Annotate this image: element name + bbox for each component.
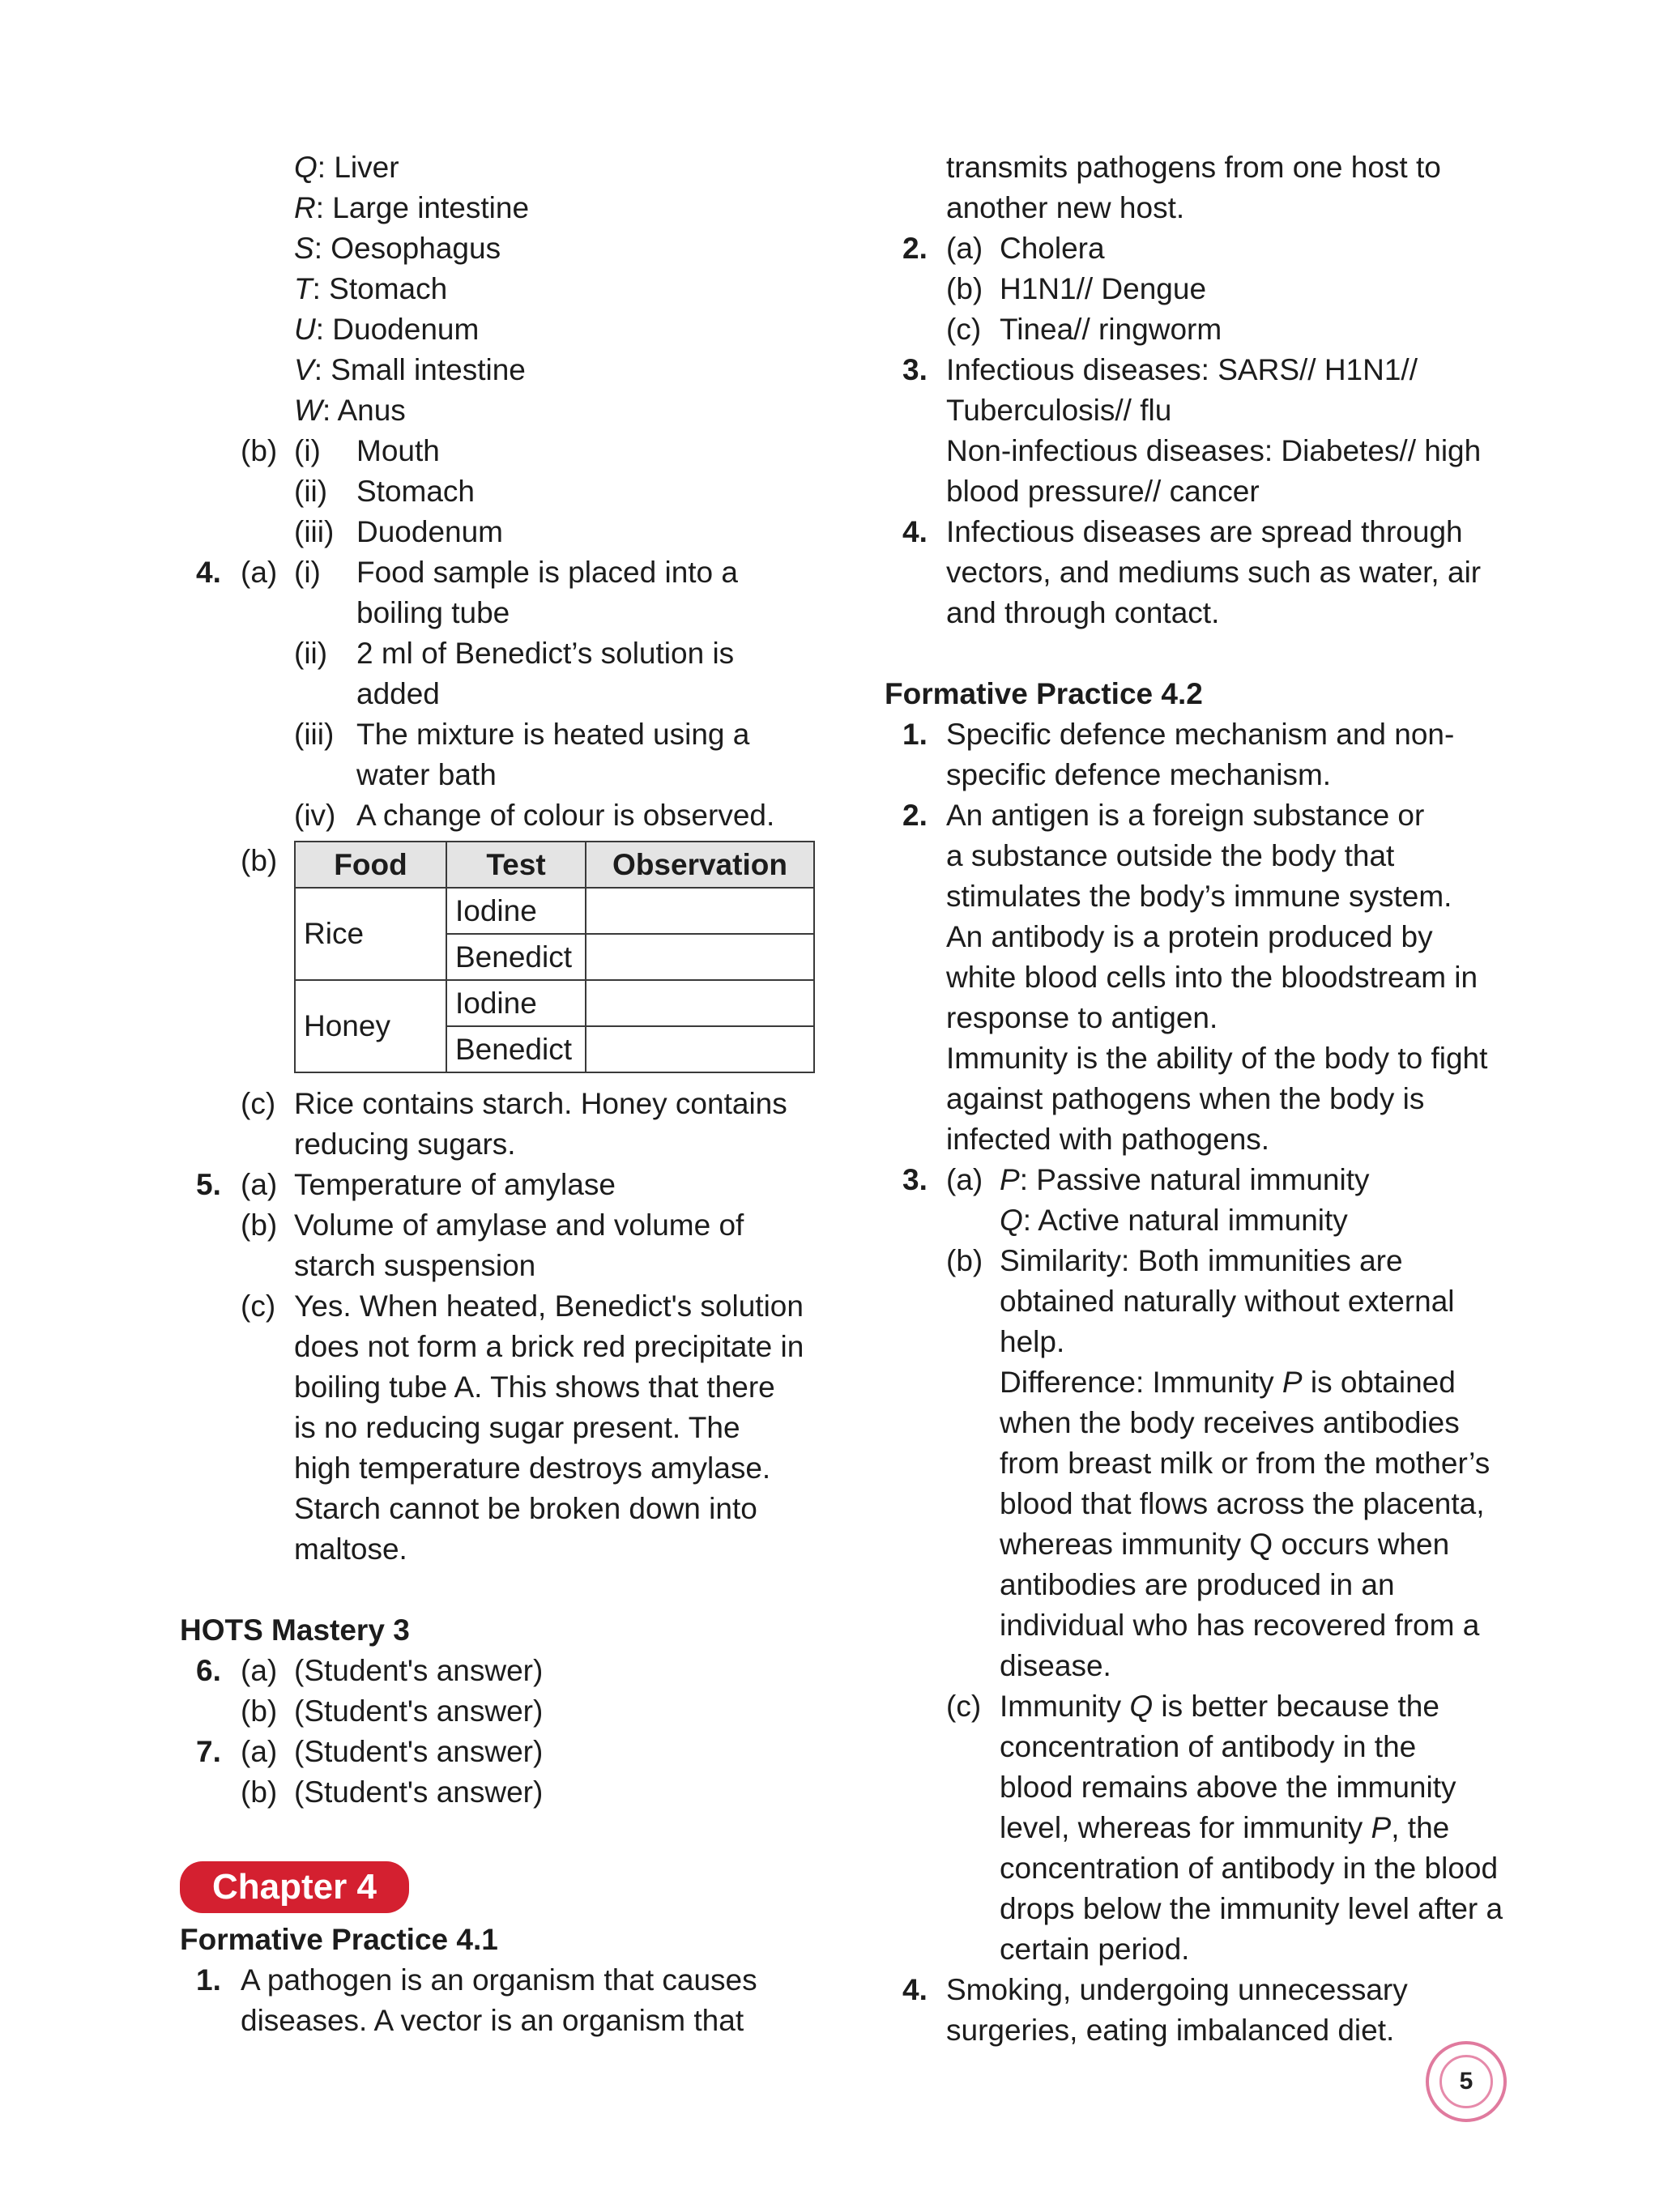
text-span: reducing sugars.: [294, 1127, 516, 1161]
text-line: [885, 1808, 1533, 1848]
text-line: [180, 1610, 844, 1651]
text-span: a substance outside the body that: [946, 839, 1395, 872]
fp41-q1-continued: [885, 147, 1533, 228]
organ-item: [180, 390, 844, 431]
text-span: Q: Liver: [294, 151, 399, 184]
table-header: Test: [446, 842, 586, 888]
text-span: (Student's answer): [294, 1735, 544, 1768]
table-cell-observation: [586, 980, 814, 1026]
text-line: [885, 512, 1533, 552]
text-line: [885, 1565, 1533, 1605]
text-line: [885, 1605, 1533, 1646]
table-cell-observation: [586, 934, 814, 980]
question-number: 4.: [902, 1973, 928, 2006]
text-span: Stomach: [356, 475, 476, 508]
question-number: 2.: [902, 232, 928, 265]
text-span: white blood cells into the bloodstream in: [946, 961, 1478, 994]
text-line: [180, 633, 844, 674]
organ-item: [180, 228, 844, 269]
question-number: 4.: [196, 556, 221, 589]
text-span: Duodenum: [356, 515, 504, 548]
text-line: [180, 795, 844, 836]
hots-mastery-section: [180, 1610, 844, 1813]
text-line: [885, 350, 1533, 390]
text-span: Difference: Immunity P is obtained: [1000, 1366, 1456, 1399]
text-line: [885, 1767, 1533, 1808]
text-span: blood pressure// cancer: [946, 475, 1260, 508]
text-span: (b): [241, 844, 278, 877]
food-test-table: [294, 841, 815, 1073]
text-span: (b): [241, 434, 278, 467]
text-line: [885, 1362, 1533, 1403]
text-span: diseases. A vector is an organism that: [241, 2004, 744, 2037]
formative-practice-4-1: [180, 1920, 844, 2041]
table-cell-food: Honey: [295, 980, 446, 1072]
text-line: [885, 1403, 1533, 1443]
text-line: [180, 593, 844, 633]
text-line: [180, 1489, 844, 1529]
text-span: (b): [241, 1208, 278, 1242]
text-span: does not form a brick red precipitate in: [294, 1330, 804, 1363]
text-line: [885, 1200, 1533, 1241]
text-span: 2 ml of Benedict’s solution is: [356, 637, 735, 670]
text-span: Mouth: [356, 434, 440, 467]
text-line: [885, 1160, 1533, 1200]
text-span: when the body receives antibodies: [1000, 1406, 1460, 1439]
text-line: [885, 1686, 1533, 1727]
text-span: T: Stomach: [294, 272, 448, 305]
text-line: [180, 1448, 844, 1489]
question-number: 1.: [196, 1963, 221, 1997]
text-span: S: Oesophagus: [294, 232, 501, 265]
text-line: [885, 755, 1533, 795]
table-cell-test: Iodine: [446, 888, 586, 934]
text-line: [180, 1246, 844, 1286]
text-span: The mixture is heated using a: [356, 718, 750, 751]
text-line: [885, 147, 1533, 188]
text-span: added: [356, 677, 440, 710]
text-span: (i): [294, 556, 321, 589]
text-span: (c): [946, 313, 982, 346]
text-span: An antigen is a foreign substance or: [946, 799, 1425, 832]
text-span: water bath: [356, 758, 497, 791]
text-span: Similarity: Both immunities are: [1000, 1244, 1403, 1277]
text-span: Food sample is placed into a: [356, 556, 738, 589]
text-span: Q: Active natural immunity: [1000, 1204, 1348, 1237]
text-span: A pathogen is an organism that causes: [241, 1963, 757, 1997]
text-line: [885, 1970, 1533, 2010]
text-line: [180, 1960, 844, 2001]
text-span: (Student's answer): [294, 1775, 544, 1809]
text-line: [885, 390, 1533, 431]
left-column: [180, 147, 844, 2041]
text-span: (a): [241, 1735, 278, 1768]
question-number: 4.: [902, 515, 928, 548]
text-line: [885, 1443, 1533, 1484]
text-line: [885, 1727, 1533, 1767]
text-line: [180, 1408, 844, 1448]
text-line: [885, 593, 1533, 633]
text-span: boiling tube: [356, 596, 510, 629]
text-span: Non-infectious diseases: Diabetes// high: [946, 434, 1482, 467]
q3b: [180, 431, 844, 552]
text-span: vectors, and mediums such as water, air: [946, 556, 1482, 589]
question-number: 7.: [196, 1735, 221, 1768]
text-span: response to antigen.: [946, 1001, 1218, 1034]
text-span: (ii): [294, 475, 328, 508]
question-number: 5.: [196, 1168, 221, 1201]
text-span: (a): [241, 1168, 278, 1201]
text-line: [885, 795, 1533, 836]
question-number: 3.: [902, 1163, 928, 1196]
text-line: [180, 1920, 844, 1960]
text-span: R: Large intestine: [294, 191, 530, 224]
food-test-table-wrap: [180, 841, 844, 1084]
table-cell-observation: [586, 888, 814, 934]
text-span: A change of colour is observed.: [356, 799, 775, 832]
organ-item: [180, 350, 844, 390]
text-span: Volume of amylase and volume of: [294, 1208, 744, 1242]
text-span: concentration of antibody in the: [1000, 1730, 1417, 1763]
question-number: 2.: [902, 799, 928, 832]
organ-item: [180, 188, 844, 228]
text-span: Smoking, undergoing unnecessary: [946, 1973, 1408, 2006]
text-span: Tuberculosis// flu: [946, 394, 1172, 427]
table-cell-food: Rice: [295, 888, 446, 980]
text-span: (c): [946, 1690, 982, 1723]
section-title: Formative Practice 4.1: [180, 1923, 498, 1956]
text-span: H1N1// Dengue: [1000, 272, 1207, 305]
text-span: against pathogens when the body is: [946, 1082, 1425, 1115]
text-line: [885, 309, 1533, 350]
text-span: Tinea// ringworm: [1000, 313, 1222, 346]
text-span: transmits pathogens from one host to: [946, 151, 1441, 184]
text-line: [885, 1524, 1533, 1565]
organ-item: [180, 269, 844, 309]
text-span: U: Duodenum: [294, 313, 480, 346]
text-line: [180, 1327, 844, 1367]
text-span: (Student's answer): [294, 1694, 544, 1728]
text-line: [885, 269, 1533, 309]
section-title: Formative Practice 4.2: [885, 677, 1203, 710]
page-number: 5: [1439, 2055, 1493, 2108]
text-line: [180, 1084, 844, 1124]
section-title: HOTS Mastery 3: [180, 1613, 410, 1647]
text-span: Rice contains starch. Honey contains: [294, 1087, 787, 1120]
text-span: (b): [946, 1244, 983, 1277]
text-span: concentration of antibody in the blood: [1000, 1852, 1499, 1885]
text-span: level, whereas for immunity P, the: [1000, 1811, 1450, 1844]
text-span: Cholera: [1000, 232, 1105, 265]
text-span: obtained naturally without external: [1000, 1285, 1455, 1318]
text-line: [180, 1529, 844, 1570]
text-span: Infectious diseases: SARS// H1N1//: [946, 353, 1418, 386]
text-line: [885, 876, 1533, 917]
table-cell-test: Benedict: [446, 934, 586, 980]
text-line: [180, 1367, 844, 1408]
text-line: [180, 512, 844, 552]
text-span: from breast milk or from the mother’s: [1000, 1447, 1491, 1480]
text-span: infected with pathogens.: [946, 1123, 1270, 1156]
text-span: drops below the immunity level after a: [1000, 1892, 1503, 1925]
text-span: Temperature of amylase: [294, 1168, 616, 1201]
text-line: [885, 2010, 1533, 2051]
text-span: (a): [946, 1163, 983, 1196]
text-span: (iii): [294, 515, 335, 548]
text-line: [885, 714, 1533, 755]
text-span: antibodies are produced in an: [1000, 1568, 1395, 1601]
text-span: starch suspension: [294, 1249, 536, 1282]
text-line: [180, 1691, 844, 1732]
text-line: [180, 1165, 844, 1205]
text-line: [180, 1286, 844, 1327]
fp41-question-4: [885, 512, 1533, 633]
page-number-badge: [1426, 2041, 1507, 2122]
text-line: [885, 1322, 1533, 1362]
text-span: (ii): [294, 637, 328, 670]
fp41-question-3: [885, 350, 1533, 512]
question-number: 6.: [196, 1654, 221, 1687]
text-line: [885, 1484, 1533, 1524]
formative-practice-4-2: [885, 674, 1533, 2051]
text-line: [180, 755, 844, 795]
text-line: [180, 1124, 844, 1165]
text-span: (iii): [294, 718, 335, 751]
text-span: surgeries, eating imbalanced diet.: [946, 2014, 1395, 2047]
text-line: [180, 471, 844, 512]
text-span: disease.: [1000, 1649, 1111, 1682]
table-row: [295, 888, 814, 934]
text-span: help.: [1000, 1325, 1065, 1358]
organ-item: [180, 147, 844, 188]
text-line: [885, 1241, 1533, 1281]
text-line: [180, 1732, 844, 1772]
text-line: [180, 2001, 844, 2041]
text-line: [885, 1281, 1533, 1322]
text-span: (c): [241, 1289, 276, 1323]
organ-item: [180, 309, 844, 350]
text-line: [885, 1038, 1533, 1079]
text-span: (Student's answer): [294, 1654, 544, 1687]
table-cell-observation: [586, 1026, 814, 1072]
text-line: [885, 431, 1533, 471]
text-line: [885, 471, 1533, 512]
question-number: 1.: [902, 718, 928, 751]
question-5: [180, 1165, 844, 1570]
text-span: Specific defence mechanism and non-: [946, 718, 1455, 751]
question-4: [180, 552, 844, 1165]
text-line: [885, 957, 1533, 998]
chapter-badge: Chapter 4: [180, 1861, 409, 1913]
text-line: [180, 1651, 844, 1691]
text-line: [885, 1079, 1533, 1119]
text-line: [180, 552, 844, 593]
text-span: Immunity is the ability of the body to fight: [946, 1042, 1488, 1075]
text-span: (b): [946, 272, 983, 305]
text-line: [180, 674, 844, 714]
text-span: Yes. When heated, Benedict's solution: [294, 1289, 804, 1323]
text-span: Starch cannot be broken down into: [294, 1492, 757, 1525]
text-span: specific defence mechanism.: [946, 758, 1332, 791]
text-span: Immunity Q is better because the: [1000, 1690, 1439, 1723]
text-span: (a): [241, 556, 278, 589]
fp41-question-2: [885, 228, 1533, 350]
text-span: W: Anus: [294, 394, 406, 427]
table-cell-test: Benedict: [446, 1026, 586, 1072]
text-span: certain period.: [1000, 1933, 1190, 1966]
text-line: [885, 1646, 1533, 1686]
text-line: [885, 1119, 1533, 1160]
text-span: (a): [946, 232, 983, 265]
text-span: maltose.: [294, 1532, 407, 1566]
text-span: (b): [241, 1694, 278, 1728]
text-span: P: Passive natural immunity: [1000, 1163, 1370, 1196]
text-span: (c): [241, 1087, 276, 1120]
right-column: [885, 147, 1533, 2051]
text-line: [180, 1205, 844, 1246]
text-line: [885, 552, 1533, 593]
text-line: [885, 228, 1533, 269]
text-line: [885, 188, 1533, 228]
text-span: blood remains above the immunity: [1000, 1771, 1456, 1804]
text-span: high temperature destroys amylase.: [294, 1451, 771, 1485]
text-span: whereas immunity Q occurs when: [1000, 1528, 1450, 1561]
text-line: [180, 714, 844, 755]
text-span: (a): [241, 1654, 278, 1687]
text-span: Infectious diseases are spread through: [946, 515, 1463, 548]
text-line: [180, 431, 844, 471]
text-line: [885, 917, 1533, 957]
text-line: [885, 674, 1533, 714]
text-span: stimulates the body’s immune system.: [946, 880, 1452, 913]
text-span: V: Small intestine: [294, 353, 526, 386]
text-span: is no reducing sugar present. The: [294, 1411, 740, 1444]
text-span: boiling tube A. This shows that there: [294, 1370, 775, 1404]
text-line: [885, 1929, 1533, 1970]
text-span: blood that flows across the placenta,: [1000, 1487, 1485, 1520]
table-header: Food: [295, 842, 446, 888]
text-span: An antibody is a protein produced by: [946, 920, 1433, 953]
text-span: (b): [241, 1775, 278, 1809]
text-line: [885, 1889, 1533, 1929]
table-header: Observation: [586, 842, 814, 888]
table-row: [295, 980, 814, 1026]
text-line: [885, 998, 1533, 1038]
text-span: individual who has recovered from a: [1000, 1609, 1480, 1642]
organ-list: [180, 147, 844, 431]
text-span: (i): [294, 434, 321, 467]
text-line: [180, 1772, 844, 1813]
question-number: 3.: [902, 353, 928, 386]
table-cell-test: Iodine: [446, 980, 586, 1026]
text-span: another new host.: [946, 191, 1185, 224]
text-span: (iv): [294, 799, 336, 832]
text-line: [885, 836, 1533, 876]
text-line: [885, 1848, 1533, 1889]
text-span: and through contact.: [946, 596, 1220, 629]
